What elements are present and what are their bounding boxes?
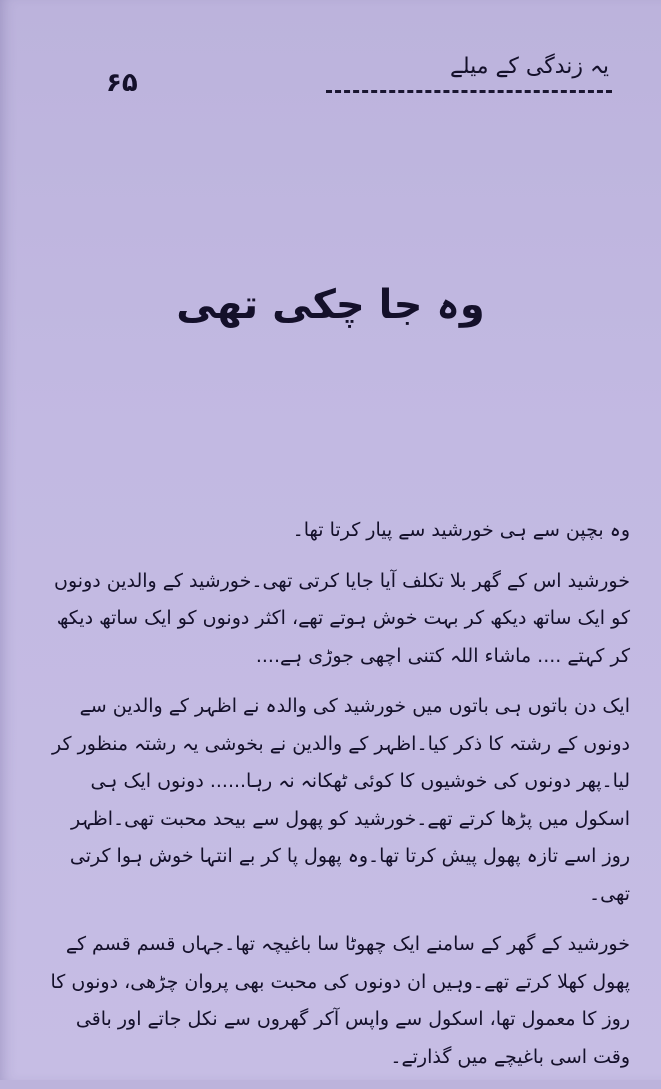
paragraph: وہ بچپن سے ہی خورشید سے پیار کرتا تھا۔ bbox=[292, 519, 630, 541]
page-number: ۶۵ bbox=[106, 68, 138, 98]
running-header-title: یہ زندگی کے میلے bbox=[449, 54, 609, 79]
body-text bbox=[38, 512, 630, 1089]
chapter-title: وہ جا چکی تھی bbox=[176, 282, 485, 328]
paragraph: خورشید کے گھر کے سامنے ایک چھوٹا سا باغیچہ تھا۔جہاں قسم قسم کے پھول کھلا کرتے تھے۔وہیں ان دونوں کی محبت بھی پروان چڑھی، دونوں کا روز کا معمول تھا، اسکول سے واپس آکر گھروں سے نکل جاتے اور باقی وقت اسی باغیچے میں گذارتے۔ bbox=[50, 933, 630, 1068]
paragraph: خورشید اس کے گھر بلا تکلف آیا جایا کرتی تھی۔خورشید کے والدین دونوں کو ایک ساتھ دیکھ کر بہت خوش ہوتے تھے، اکثر دونوں کو ایک ساتھ دیکھ کر کہتے .... ماشاء اللہ کتنی اچھی جوڑی ہے.... bbox=[54, 569, 630, 667]
header-divider bbox=[326, 90, 612, 93]
paragraph: ایک دن باتوں ہی باتوں میں خورشید کی والدہ نے اظہر کے والدین سے دونوں کے رشتہ کا ذکر کیا۔اظہر کے والدین نے بخوشی یہ رشتہ منظور کر لیا۔پھر دونوں کی خوشیوں کا کوئی ٹھکانہ نہ رہا...... دونوں ایک ہی اسکول میں پڑھا کرتے تھے۔خورشید کو پھول سے بیحد محبت تھی۔اظہر روز اسے تازہ پھول پیش کرتا تھا۔وہ پھول پا کر بے انتہا خوش ہوا کرتی تھی۔ bbox=[52, 695, 630, 905]
